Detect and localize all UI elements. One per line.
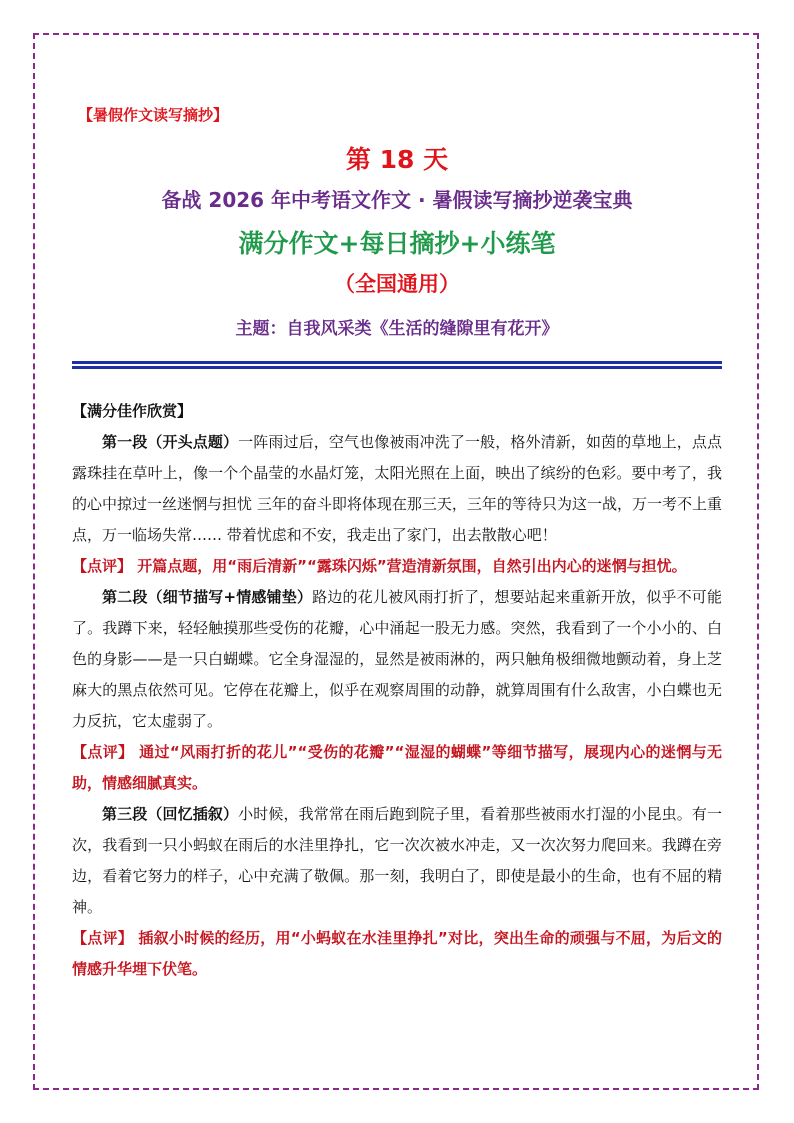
comment-text: 开篇点题，用“雨后清新”“露珠闪烁”营造清新氛围，自然引出内心的迷惘与担忧。 <box>132 557 687 575</box>
paragraph-3 <box>72 799 722 923</box>
comment-label: 【点评】 <box>72 743 134 761</box>
paragraph-lead: 第三段（回忆插叙） <box>102 805 239 823</box>
page-subtitle: 备战 2026 年中考语文作文 · 暑假读写摘抄逆袭宝典 <box>161 188 633 212</box>
category-tag: 【暑假作文读写摘抄】 <box>78 106 229 124</box>
scope-label: （全国通用） <box>334 272 460 296</box>
paragraph-text: 小时候，我常常在雨后跑到院子里，看着那些被雨水打湿的小昆虫。有一次，我看到一只小蚂蚁在雨后的水洼里挣扎，它一次次被水冲走，又一次次努力爬回来。我蹲在旁边，看着它努力的样子，心中充满了敬佩。那一刻，我明白了，即使是最小的生命，也有不屈的精神。 <box>72 805 722 916</box>
paragraph-1 <box>72 427 722 551</box>
paragraph-2 <box>72 582 722 737</box>
comment-2 <box>72 737 722 799</box>
section-heading: 【满分佳作欣赏】 <box>72 402 193 420</box>
paragraph-text: 路边的花儿被风雨打折了，想要站起来重新开放，似乎不可能了。我蹲下来，轻轻触摸那些受伤的花瓣，心中涌起一股无力感。突然，我看到了一个小小的、白色的身影——是一只白蝴蝶。它全身湿湿的，显然是被雨淋的，两只触角极细微地颤动着，身上芝麻大的黑点依然可见。它停在花瓣上，似乎在观察周围的动静，就算周围有什么敌害，小白蝶也无力反抗，它太虚弱了。 <box>72 588 722 730</box>
comment-text: 插叙小时候的经历，用“小蚂蚁在水洼里挣扎”对比，突出生命的顽强与不屈，为后文的情感升华埋下伏笔。 <box>72 929 722 978</box>
comment-text: 通过“风雨打折的花儿”“受伤的花瓣”“湿湿的蝴蝶”等细节描写，展现内心的迷惘与无助，情感细腻真实。 <box>72 743 722 792</box>
paragraph-lead: 第一段（开头点题） <box>102 433 239 451</box>
paragraph-lead: 第二段（细节描写+情感铺垫） <box>102 588 313 606</box>
series-title: 满分作文+每日摘抄+小练笔 <box>238 229 556 258</box>
paragraph-text: 一阵雨过后，空气也像被雨冲洗了一般，格外清新，如茵的草地上，点点露珠挂在草叶上，像一个个晶莹的水晶灯笼，太阳光照在上面，映出了缤纷的色彩。要中考了，我的心中掠过一丝迷惘与担忧 三年的奋斗即将体现在那三天，三年的等待只为这一战，万一考不上重点，万一临场失常…… 带着忧虑和不安，我走出了家门，出去散散心吧！ <box>72 433 722 544</box>
comment-1 <box>72 551 722 582</box>
theme-line: 主题：自我风采类《生活的缝隙里有花开》 <box>235 319 559 339</box>
double-rule-divider <box>72 361 722 370</box>
day-title: 第 18 天 <box>345 145 449 174</box>
comment-label: 【点评】 <box>72 557 133 575</box>
comment-3 <box>72 923 722 985</box>
article-body <box>72 396 722 985</box>
comment-label: 【点评】 <box>72 929 133 947</box>
